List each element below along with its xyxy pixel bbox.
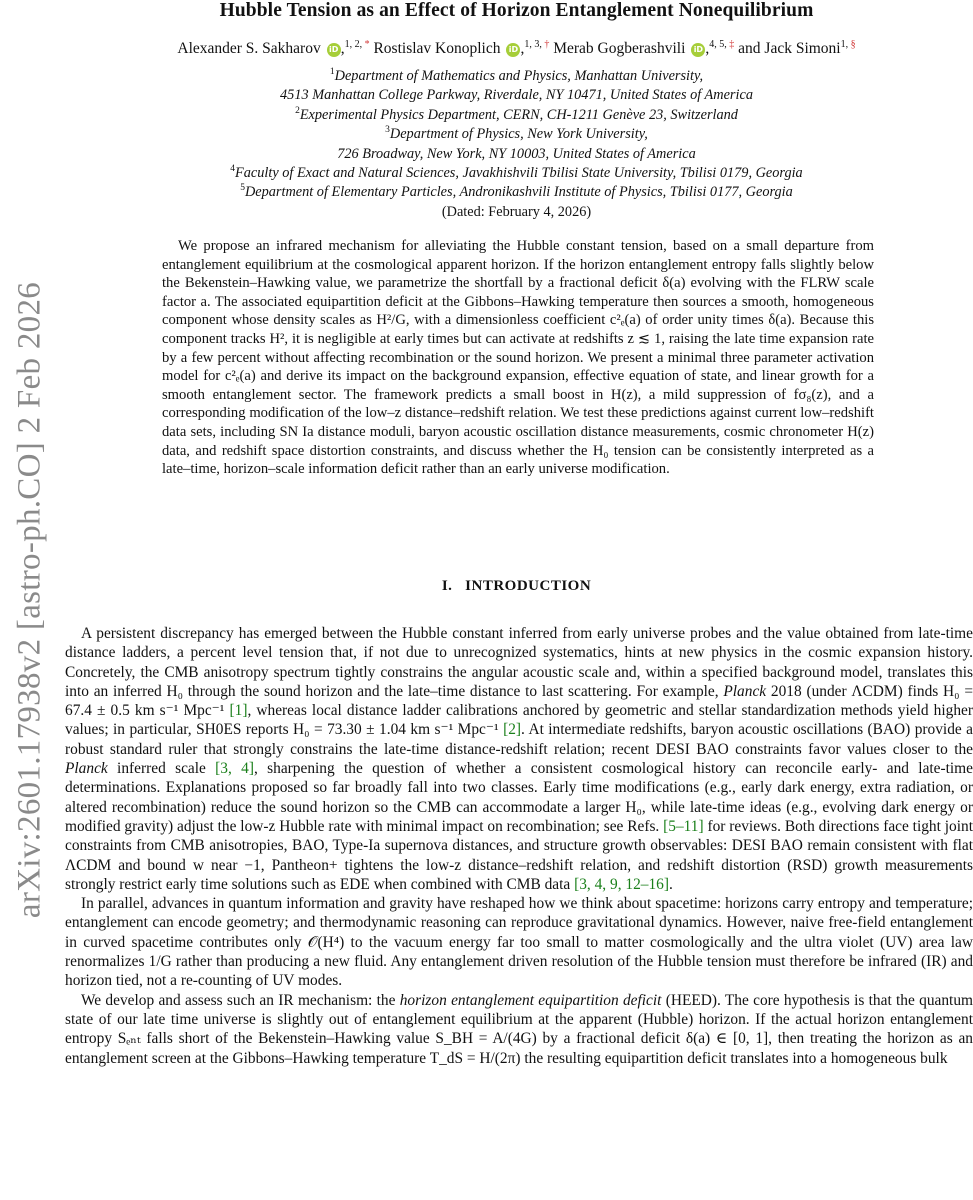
- emphasis-text: horizon entanglement equipartition deficit: [399, 991, 662, 1009]
- introduction-body: [65, 624, 973, 1068]
- author-affiliation-refs: 1, 3, †: [524, 39, 550, 50]
- orcid-icon[interactable]: iD: [691, 43, 705, 57]
- affiliation-1-address: 4513 Manhattan College Parkway, Riverdale, NY 10471, United States of America: [280, 87, 753, 104]
- arxiv-identifier-stamp: [4, 0, 56, 1200]
- orcid-icon[interactable]: iD: [506, 43, 520, 57]
- section-title: INTRODUCTION: [465, 578, 592, 594]
- date-line: (Dated: February 4, 2026): [441, 203, 592, 220]
- paragraph: [65, 894, 973, 990]
- author-connector: and: [738, 40, 761, 57]
- paragraph: [65, 624, 973, 894]
- abstract: We propose an infrared mechanism for alleviating the Hubble constant tension, based on a small departure from entanglement equilibrium at the cosmological apparent horizon. If the horizon entanglement entropy falls slightly below the Bekenstein–Hawking value, we parametrize the shortfall by a fractional deficit δ(a) evolving with the FLRW scale factor a. The associated equipartition deficit at the Gibbons–Hawking temperature then sources a smooth, homogeneous component whose density scales as H²/G, with a dimensionless coefficient c²ₑ(a) of order unity times δ(a). Because this component tracks H², it is negligible at early times but can activate at redshifts z ≲ 1, raising the late time expansion rate by a few percent without affecting recombination or the sound horizon. We present a minimal three parameter activation model for c²ₑ(a) and derive its impact on the background expansion, effective equation of state, and linear growth for a smooth entanglement sector. The framework predicts a small boost in H(z), a mild suppression of fσ₈(z), and a corresponding modification of the low–z distance–redshift relation. We test these predictions against current low–redshift data sets, including SN Ia distance moduli, baryon acoustic oscillation distance measurements, cosmic chronometer H(z) data, and redshift space distortion constraints, and discuss whether the H₀ tension can be consistently interpreted as a late–time, horizon–scale information deficit rather than an early universe modification.: [162, 238, 874, 478]
- author-name: Alexander S. Sakharov: [177, 40, 321, 57]
- paper-title: Hubble Tension as an Effect of Horizon Entanglement Nonequilibrium: [219, 0, 814, 21]
- emphasis-text: Planck: [65, 760, 108, 778]
- emphasis-text: Planck: [723, 682, 767, 700]
- text-run: , sharpening the question of whether a consistent cosmological history can reconcile early- and late-time determinations. Explanations proposed so far broadly fall into two classes. Early time modifications (e.g., early dark energy, extra radiation, or altered recombination) reduce the sound horizon so the CMB can accommodate a larger H₀, while late-time ideas (e.g., evolving dark energy or modified gravity) adjust the low-z Hubble rate with minimal impact on recombination; see Refs.: [65, 760, 973, 835]
- text-run: We develop and assess such an IR mechanism: the: [81, 991, 400, 1009]
- text-run: A persistent discrepancy has emerged between the Hubble constant inferred from early universe probes and the value obtained from late-time distance ladders, a percent level tension that, if not due to unrecognized systematics, hints at new physics in the cosmic expansion history. Concretely, the CMB anisotropy spectrum tightly constrains the angular acoustic scale and, within a specified background model, translates this into an inferred H₀ through the sound horizon and the late–time distance to last scattering. For example,: [65, 625, 973, 700]
- section-number: I.: [441, 578, 453, 594]
- text-run: inferred scale: [107, 760, 216, 778]
- affiliations: [60, 67, 973, 222]
- affiliation-5: $^5$Department of Elementary Particles, Andronikashvili Institute of Physics, Tbilisi 0177, Georgia: [240, 183, 793, 201]
- author-list: Alexander S. Sakharov iD ,$^{1, 2, *}$ Rostislav Konoplich iD ,$^{1, 3, \dagger}$ Merab Gogberashvili iD ,$^{4, 5, \ddagger}$ and Jack Simoni$^{1, \S}$: [177, 39, 856, 57]
- text-run: In parallel, advances in quantum information and gravity have reshaped how we think about spacetime: horizons carry entropy and temperature; entanglement can encode geometry; and thermodynamic reasoning can reproduce gravitational dynamics. However, naive free-field entanglement in curved spacetime contributes only 𝒪(H⁴) to the vacuum energy far too small to matter cosmologically and the ultra violet (UV) area law renormalizes 1/G rather than producing a new fluid. Any entanglement driven resolution of the Hubble tension must therefore be infrared (IR) and horizon tied, not a re-counting of UV modes.: [65, 895, 973, 990]
- section-heading: [60, 578, 973, 595]
- author-affiliation-refs: 1, §: [840, 39, 856, 50]
- citation-link[interactable]: [3, 4]: [215, 760, 254, 778]
- affiliation-2: $^2$Experimental Physics Department, CERN, CH-1211 Genève 23, Switzerland: [295, 105, 738, 123]
- affiliation-1: $^1$Department of Mathematics and Physics, Manhattan University,: [329, 67, 704, 84]
- text-run: for reviews. Both directions face tight joint constraints from CMB anisotropies, BAO, Type-Ia supernova distances, and structure growth observables: DESI BAO remain consistent with flat ΛCDM and bound w near −1, Pantheon+ tightens the low-z distance–redshift relation, and redshift distortion (RSD) growth measurements strongly restrict early time solutions such as EDE when combined with CMB data: [65, 817, 973, 893]
- paragraph: [65, 991, 973, 1068]
- arxiv-stamp-text: arXiv:2601.17938v2 [astro-ph.CO] 2 Feb 2026: [11, 281, 48, 919]
- author-name: Jack Simoni: [764, 40, 841, 57]
- affiliation-4: $^4$Faculty of Exact and Natural Sciences, Javakhishvili Tbilisi State University, Tbilisi 0179, Georgia: [230, 164, 803, 182]
- text-run: .: [669, 875, 673, 893]
- citation-link[interactable]: [2]: [503, 721, 522, 739]
- citation-link[interactable]: [1]: [229, 702, 248, 720]
- author-name: Merab Gogberashvili: [553, 40, 686, 57]
- text-run: 2018 (under ΛCDM) finds H₀ = 67.4 ± 0.5 km s⁻¹ Mpc⁻¹: [65, 682, 973, 720]
- citation-link[interactable]: [3, 4, 9, 12–16]: [574, 875, 669, 893]
- affiliation-3-address: 726 Broadway, New York, NY 10003, United States of America: [337, 145, 696, 162]
- text-run: (HEED). The core hypothesis is that the quantum state of our late time universe is slightly out of entanglement equilibrium at the apparent (Hubble) horizon. If the actual horizon entanglement entropy Sₑₙₜ falls short of the Bekenstein–Hawking value S_BH = A/(4G) by a fractional deficit δ(a) ∈ [0, 1], then treating the horizon as an entanglement screen at the Gibbons–Hawking temperature T_dS = H/(2π) the resulting equipartition deficit translates into a homogeneous bulk: [65, 991, 973, 1067]
- author-name: Rostislav Konoplich: [373, 40, 501, 57]
- affiliation-3: $^3$Department of Physics, New York University,: [385, 125, 648, 143]
- text-run: , whereas local distance ladder calibrations anchored by geometric and stellar standardization methods yield higher values; in particular, SH0ES reports H₀ = 73.30 ± 1.04 km s⁻¹ Mpc⁻¹: [65, 702, 973, 739]
- author-affiliation-refs: 4, 5, ‡: [709, 39, 735, 50]
- author-affiliation-refs: 1, 2, *: [344, 39, 370, 50]
- orcid-icon[interactable]: iD: [327, 43, 341, 57]
- text-run: . At intermediate redshifts, baryon acoustic oscillations (BAO) provide a robust standard ruler that strongly constrains the late-time distance-redshift relation; recent DESI BAO constraints favor values closer to the: [65, 721, 973, 758]
- citation-link[interactable]: [5–11]: [663, 817, 704, 835]
